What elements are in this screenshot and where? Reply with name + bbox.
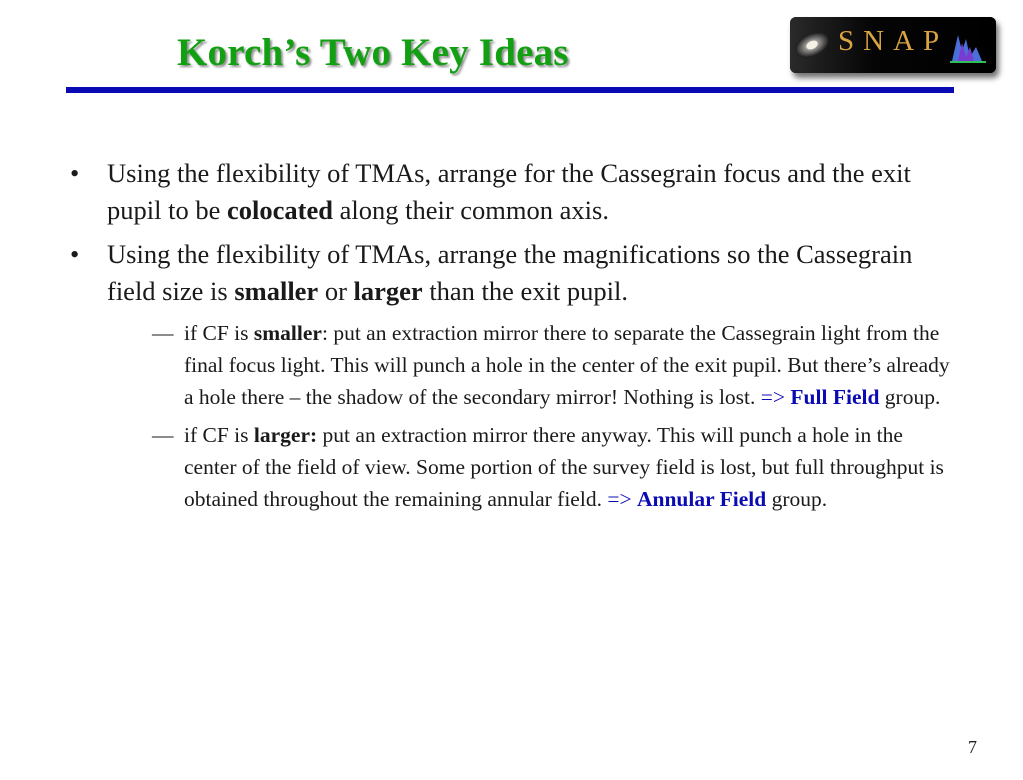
text-run: group. xyxy=(879,385,941,409)
bullet-mark: • xyxy=(70,239,80,269)
sub-bullet-item xyxy=(152,419,960,515)
text-run: if CF is xyxy=(184,423,254,447)
bullet-item xyxy=(70,155,960,229)
text-run: : put an extraction mirror there to separate the Cassegrain light from the final focus light. This will punch a hole in the center of the exit pupil. But there’s already a hole there – the shadow of the secondary mirror! Nothing is lost. xyxy=(184,321,950,409)
slide-body xyxy=(70,155,960,521)
text-run: Using the flexibility of TMAs, arrange for the Cassegrain focus and the exit pupil to be xyxy=(107,158,911,225)
text-run: put an extraction mirror there anyway. This will punch a hole in the center of the field of view. Some portion of the survey field is lost, but full throughput is obtained throughout the remaining annular field. xyxy=(184,423,944,511)
bullet-text xyxy=(107,239,912,306)
group-name-annular-field: Annular Field xyxy=(636,487,767,511)
arrow-text: => xyxy=(607,487,637,511)
text-run: than the exit pupil. xyxy=(422,276,629,306)
bullet-text xyxy=(107,158,911,225)
page-number: 7 xyxy=(968,737,977,757)
snap-logo xyxy=(790,17,996,73)
arrow-text: => xyxy=(760,385,791,409)
bullet-mark: • xyxy=(70,158,80,188)
text-run: group. xyxy=(766,487,828,511)
text-run: or xyxy=(318,276,354,306)
emphasis-larger: larger xyxy=(353,276,423,306)
sub-bullet-mark: — xyxy=(152,423,174,447)
emphasis-larger: larger: xyxy=(253,423,318,447)
sub-bullet-text xyxy=(184,321,950,409)
sub-bullet-text xyxy=(184,423,944,511)
emphasis-smaller: smaller xyxy=(253,321,322,345)
slide-title: Korch’s Two Key Ideas xyxy=(177,31,569,74)
sub-bullet-mark: — xyxy=(152,321,174,345)
text-run: Using the flexibility of TMAs, arrange the magnifications so the Cassegrain field size is xyxy=(107,239,913,306)
title-underline xyxy=(66,87,954,93)
bullet-item xyxy=(70,236,960,310)
text-run: if CF is xyxy=(184,321,254,345)
emphasis-smaller: smaller xyxy=(234,276,319,306)
logo-text: SNAP xyxy=(838,25,949,57)
sub-bullet-item xyxy=(152,317,960,413)
text-run: along their common axis. xyxy=(332,195,609,225)
group-name-full-field: Full Field xyxy=(790,385,880,409)
emphasis-colocated: colocated xyxy=(226,195,333,225)
